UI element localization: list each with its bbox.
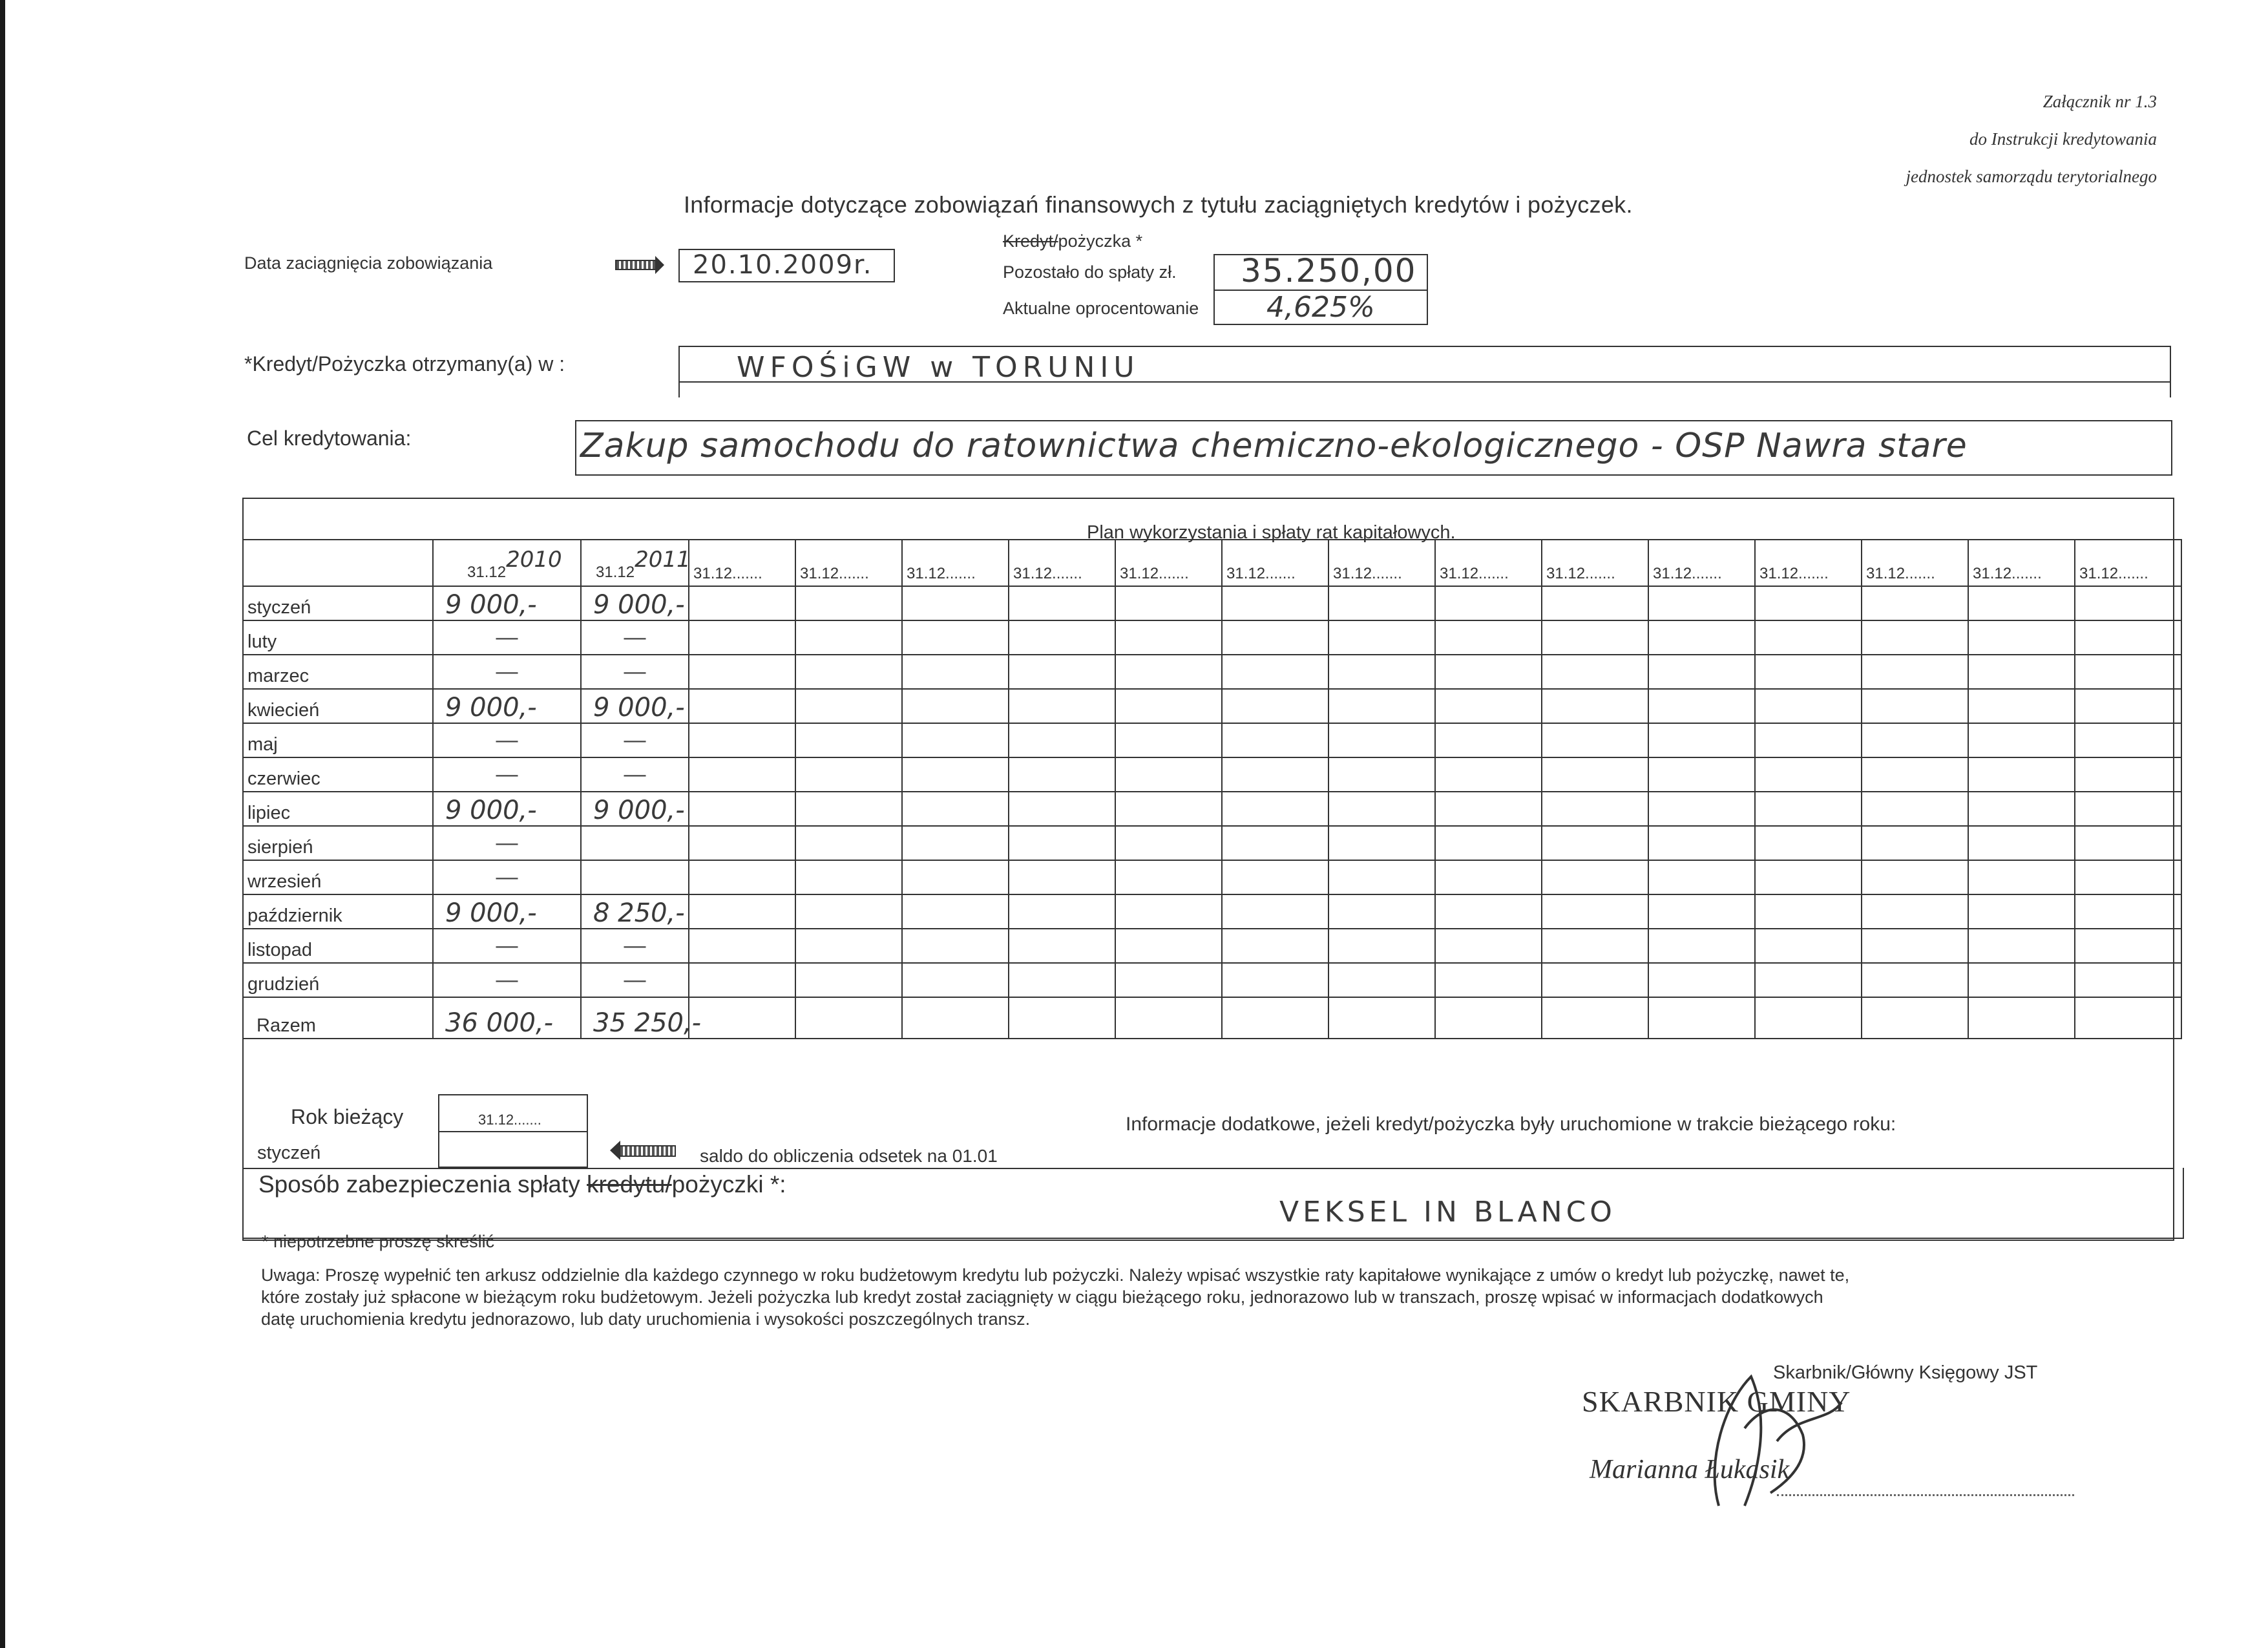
plan-cell-empty[interactable] — [1542, 997, 1648, 1039]
plan-row — [243, 826, 2181, 860]
additional-info-label: Informacje dodatkowe, jeżeli kredyt/pożyczka były uruchomione w trakcie bieżącego roku: — [1126, 1114, 1896, 1135]
plan-cell-empty[interactable] — [689, 894, 795, 929]
col-header-blank: 31.12....... — [1648, 540, 1755, 586]
plan-cell-empty[interactable] — [1115, 655, 1222, 689]
month-label: sierpień — [243, 826, 433, 860]
plan-cell-empty[interactable] — [795, 860, 902, 894]
plan-cell-empty[interactable] — [689, 586, 795, 620]
plan-cell-empty[interactable] — [1009, 997, 1115, 1039]
plan-cell-empty[interactable] — [2075, 929, 2181, 963]
plan-cell-empty[interactable] — [1968, 963, 2075, 997]
plan-cell-empty[interactable] — [1542, 826, 1648, 860]
plan-cell-empty[interactable] — [1009, 929, 1115, 963]
plan-cell-empty[interactable] — [1115, 997, 1222, 1039]
plan-cell-empty[interactable] — [1968, 997, 2075, 1039]
plan-cell-empty[interactable] — [1862, 586, 1968, 620]
plan-cell-2010[interactable]: — — [433, 860, 581, 894]
col-header-blank: 31.12....... — [1968, 540, 2075, 586]
signature-line — [1777, 1494, 2074, 1496]
month-label: czerwiec — [243, 757, 433, 792]
plan-cell-empty[interactable] — [902, 689, 1009, 723]
security-label-struck: kredytu/ — [587, 1171, 672, 1198]
plan-cell-empty[interactable] — [1968, 723, 2075, 757]
plan-cell-empty[interactable] — [1115, 826, 1222, 860]
plan-cell-2010[interactable]: 9 000,- — [433, 894, 581, 929]
plan-cell-empty[interactable] — [1222, 723, 1328, 757]
plan-cell-empty[interactable] — [1755, 792, 1862, 826]
plan-cell-empty[interactable] — [1755, 655, 1862, 689]
plan-cell-empty[interactable] — [689, 997, 795, 1039]
plan-cell-2011[interactable]: — — [581, 723, 689, 757]
date-field[interactable] — [678, 249, 895, 282]
plan-cell-empty[interactable] — [1755, 757, 1862, 792]
plan-cell-empty[interactable] — [1328, 894, 1435, 929]
loan-type-struck: Kredyt/ — [1003, 231, 1058, 251]
handwritten-signature — [1680, 1364, 1848, 1512]
total-2011[interactable]: 35 250,- — [581, 997, 689, 1039]
plan-cell-empty[interactable] — [1328, 620, 1435, 655]
plan-cell-empty[interactable] — [795, 894, 902, 929]
plan-cell-empty[interactable] — [1435, 655, 1542, 689]
rate-value[interactable]: 4,625% — [1266, 291, 1375, 324]
plan-cell-empty[interactable] — [1542, 586, 1648, 620]
plan-cell-empty[interactable] — [1328, 860, 1435, 894]
month-label: marzec — [243, 655, 433, 689]
plan-cell-empty[interactable] — [1755, 929, 1862, 963]
plan-cell-empty[interactable] — [689, 929, 795, 963]
plan-cell-empty[interactable] — [1435, 689, 1542, 723]
plan-cell-empty[interactable] — [1222, 689, 1328, 723]
page-title: Informacje dotyczące zobowiązań finansowych z tytułu zaciągniętych kredytów i pożyczek. — [684, 191, 1633, 218]
col-header-blank: 31.12....... — [1755, 540, 1862, 586]
col-header-2010: 31.122010 — [433, 540, 581, 586]
plan-cell-empty[interactable] — [1648, 723, 1755, 757]
plan-cell-empty[interactable] — [1648, 826, 1755, 860]
annex-note — [1906, 83, 2157, 195]
plan-cell-empty[interactable] — [2075, 655, 2181, 689]
plan-cell-empty[interactable] — [1862, 929, 1968, 963]
plan-cell-empty[interactable] — [1435, 723, 1542, 757]
loan-type-kept: pożyczka * — [1058, 231, 1143, 251]
plan-cell-empty[interactable] — [2075, 689, 2181, 723]
plan-cell-empty[interactable] — [1542, 963, 1648, 997]
total-2010[interactable]: 36 000,- — [433, 997, 581, 1039]
plan-cell-empty[interactable] — [2075, 620, 2181, 655]
plan-cell-empty[interactable] — [1115, 757, 1222, 792]
plan-row — [243, 963, 2181, 997]
plan-cell-empty[interactable] — [1115, 963, 1222, 997]
security-top-line — [242, 1168, 2174, 1169]
plan-cell-empty[interactable] — [689, 860, 795, 894]
plan-cell-empty[interactable] — [1862, 757, 1968, 792]
plan-row — [243, 792, 2181, 826]
plan-cell-empty[interactable] — [1542, 860, 1648, 894]
plan-cell-empty[interactable] — [1755, 723, 1862, 757]
total-label: Razem — [243, 997, 433, 1039]
plan-cell-empty[interactable] — [1009, 757, 1115, 792]
security-label-pre: Sposób zabezpieczenia spłaty — [258, 1171, 587, 1198]
plan-cell-empty[interactable] — [1009, 860, 1115, 894]
plan-caption: Plan wykorzystania i spłaty rat kapitałowych. — [1087, 522, 1456, 543]
plan-cell-empty[interactable] — [1968, 655, 2075, 689]
plan-cell-empty[interactable] — [902, 723, 1009, 757]
stamp-title: SKARBNIK GMINY — [1582, 1385, 1851, 1418]
plan-body — [243, 586, 2181, 1039]
plan-cell-empty[interactable] — [1542, 655, 1648, 689]
plan-cell-empty[interactable] — [902, 757, 1009, 792]
plan-cell-empty[interactable] — [1328, 757, 1435, 792]
col-header-blank: 31.12....... — [1328, 540, 1435, 586]
loan-type — [1003, 231, 1142, 251]
plan-cell-empty[interactable] — [1328, 792, 1435, 826]
plan-row — [243, 860, 2181, 894]
plan-cell-2010[interactable]: — — [433, 757, 581, 792]
plan-cell-empty[interactable] — [2075, 792, 2181, 826]
plan-cell-empty[interactable] — [1862, 689, 1968, 723]
plan-cell-empty[interactable] — [1755, 586, 1862, 620]
month-label: grudzień — [243, 963, 433, 997]
plan-cell-empty[interactable] — [1968, 929, 2075, 963]
plan-cell-empty[interactable] — [1115, 689, 1222, 723]
plan-row — [243, 620, 2181, 655]
plan-cell-empty[interactable] — [1755, 689, 1862, 723]
plan-cell-2010[interactable]: — — [433, 929, 581, 963]
plan-cell-empty[interactable] — [1968, 757, 2075, 792]
month-label: wrzesień — [243, 860, 433, 894]
plan-cell-empty[interactable] — [795, 997, 902, 1039]
plan-cell-empty[interactable] — [689, 792, 795, 826]
plan-cell-empty[interactable] — [2075, 894, 2181, 929]
plan-cell-empty[interactable] — [1648, 655, 1755, 689]
plan-cell-empty[interactable] — [1009, 655, 1115, 689]
plan-cell-empty[interactable] — [1435, 963, 1542, 997]
security-label — [258, 1171, 786, 1198]
plan-row — [243, 586, 2181, 620]
plan-cell-empty[interactable] — [1542, 929, 1648, 963]
plan-cell-empty[interactable] — [1222, 894, 1328, 929]
plan-cell-empty[interactable] — [2075, 586, 2181, 620]
purpose-label: Cel kredytowania: — [247, 427, 412, 450]
plan-cell-empty[interactable] — [1542, 792, 1648, 826]
month-label: październik — [243, 894, 433, 929]
plan-cell-empty[interactable] — [1222, 757, 1328, 792]
plan-cell-empty[interactable] — [1328, 586, 1435, 620]
plan-cell-empty[interactable] — [902, 792, 1009, 826]
corner-cell — [243, 540, 433, 586]
purpose-field[interactable] — [575, 420, 2172, 476]
plan-cell-empty[interactable] — [1328, 689, 1435, 723]
plan-cell-empty[interactable] — [1968, 586, 2075, 620]
plan-cell-empty[interactable] — [1115, 860, 1222, 894]
plan-cell-empty[interactable] — [1755, 826, 1862, 860]
plan-cell-2010[interactable]: 9 000,- — [433, 586, 581, 620]
remaining-value[interactable]: 35.250,00 — [1241, 252, 1417, 290]
plan-row — [243, 723, 2181, 757]
plan-cell-empty[interactable] — [689, 757, 795, 792]
current-year-col: 31.12....... — [478, 1112, 541, 1128]
plan-cell-empty[interactable] — [1009, 586, 1115, 620]
plan-cell-2010[interactable]: — — [433, 620, 581, 655]
plan-cell-empty[interactable] — [1222, 860, 1328, 894]
plan-table — [242, 539, 2182, 1039]
plan-cell-empty[interactable] — [1435, 757, 1542, 792]
plan-cell-empty[interactable] — [2075, 963, 2181, 997]
plan-cell-empty[interactable] — [1862, 894, 1968, 929]
security-value[interactable]: VEKSEL IN BLANCO — [1279, 1196, 1616, 1229]
plan-cell-empty[interactable] — [1009, 689, 1115, 723]
current-year-label: Rok bieżący — [291, 1105, 404, 1128]
plan-cell-empty[interactable] — [1755, 894, 1862, 929]
plan-cell-empty[interactable] — [689, 620, 795, 655]
plan-cell-empty[interactable] — [1328, 997, 1435, 1039]
plan-header-row — [243, 540, 2181, 586]
plan-cell-empty[interactable] — [2075, 997, 2181, 1039]
plan-cell-empty[interactable] — [1009, 620, 1115, 655]
month-label: listopad — [243, 929, 433, 963]
rate-label: Aktualne oprocentowanie — [1003, 299, 1199, 318]
plan-row — [243, 757, 2181, 792]
plan-cell-empty[interactable] — [1435, 894, 1542, 929]
plan-cell-empty[interactable] — [1862, 723, 1968, 757]
plan-cell-empty[interactable] — [1435, 860, 1542, 894]
plan-cell-empty[interactable] — [795, 929, 902, 963]
annex-line-1: Załącznik nr 1.3 — [2042, 92, 2157, 111]
plan-cell-empty[interactable] — [1222, 655, 1328, 689]
plan-cell-empty[interactable] — [1542, 757, 1648, 792]
plan-cell-empty[interactable] — [1009, 792, 1115, 826]
plan-cell-empty[interactable] — [795, 586, 902, 620]
plan-cell-empty[interactable] — [902, 860, 1009, 894]
plan-cell-2010[interactable]: — — [433, 723, 581, 757]
col-header-blank: 31.12....... — [1115, 540, 1222, 586]
plan-cell-empty[interactable] — [2075, 757, 2181, 792]
saldo-label: saldo do obliczenia odsetek na 01.01 — [700, 1146, 998, 1166]
date-label: Data zaciągnięcia zobowiązania — [244, 253, 493, 273]
plan-cell-empty[interactable] — [1115, 586, 1222, 620]
plan-cell-empty[interactable] — [1435, 620, 1542, 655]
plan-cell-empty[interactable] — [1968, 620, 2075, 655]
plan-cell-empty[interactable] — [1435, 586, 1542, 620]
plan-cell-empty[interactable] — [1648, 689, 1755, 723]
uwaga-line-2: które zostały już spłacone w bieżącym roku budżetowym. Jeżeli pożyczka lub kredyt został zaciągnięty w ciągu bieżącego roku, jednorazowo lub w transzach, proszę wpisać w informacjach dodatkowych — [261, 1287, 1823, 1307]
plan-cell-empty[interactable] — [1115, 894, 1222, 929]
col-header-blank: 31.12....... — [1542, 540, 1648, 586]
annex-line-2: do Instrukcji kredytowania — [1969, 129, 2157, 149]
plan-cell-empty[interactable] — [1542, 894, 1648, 929]
plan-cell-2011[interactable]: 9 000,- — [581, 792, 689, 826]
plan-cell-2011[interactable]: 9 000,- — [581, 586, 689, 620]
asterisk-note: * niepotrzebne proszę skreślić — [262, 1232, 495, 1251]
plan-cell-empty[interactable] — [1115, 620, 1222, 655]
plan-cell-empty[interactable] — [689, 689, 795, 723]
plan-cell-empty[interactable] — [1755, 620, 1862, 655]
uwaga-line-3: datę uruchomienia kredytu jednorazowo, lub daty uruchomienia i wysokości poszczególnych transz. — [261, 1309, 1031, 1329]
plan-cell-empty[interactable] — [1222, 586, 1328, 620]
security-label-post: pożyczki *: — [671, 1171, 786, 1198]
plan-cell-empty[interactable] — [1968, 826, 2075, 860]
plan-cell-empty[interactable] — [1862, 826, 1968, 860]
plan-cell-empty[interactable] — [2075, 826, 2181, 860]
plan-cell-empty[interactable] — [1648, 997, 1755, 1039]
plan-cell-empty[interactable] — [1648, 860, 1755, 894]
plan-cell-2011[interactable]: — — [581, 929, 689, 963]
col-header-blank: 31.12....... — [1435, 540, 1542, 586]
plan-cell-empty[interactable] — [1862, 963, 1968, 997]
plan-cell-empty[interactable] — [902, 655, 1009, 689]
plan-cell-empty[interactable] — [1648, 894, 1755, 929]
plan-cell-empty[interactable] — [1435, 929, 1542, 963]
plan-cell-empty[interactable] — [1648, 757, 1755, 792]
col-header-blank: 31.12....... — [902, 540, 1009, 586]
plan-cell-empty[interactable] — [902, 997, 1009, 1039]
plan-cell-empty[interactable] — [1755, 860, 1862, 894]
lender-label: *Kredyt/Pożyczka otrzymany(a) w : — [244, 352, 565, 375]
plan-cell-empty[interactable] — [795, 792, 902, 826]
month-label: styczeń — [243, 586, 433, 620]
plan-cell-empty[interactable] — [1968, 894, 2075, 929]
col-header-blank: 31.12....... — [2075, 540, 2181, 586]
plan-cell-empty[interactable] — [902, 929, 1009, 963]
plan-cell-empty[interactable] — [1648, 792, 1755, 826]
plan-cell-empty[interactable] — [1115, 792, 1222, 826]
uwaga-line-1: Uwaga: Proszę wypełnić ten arkusz oddzielnie dla każdego czynnego w roku budżetowym kredytu lub pożyczki. Należy wpisać wszystkie raty kapitałowe wynikające z umów o kredyt lub pożyczkę, nawet te, — [261, 1265, 1850, 1285]
arrow-left-icon — [620, 1145, 676, 1157]
plan-cell-empty[interactable] — [1542, 620, 1648, 655]
purpose-value: Zakup samochodu do ratownictwa chemiczno-ekologicznego - OSP Nawra stare — [580, 427, 1968, 465]
plan-cell-2011[interactable]: — — [581, 757, 689, 792]
month-label: luty — [243, 620, 433, 655]
plan-cell-empty[interactable] — [1009, 826, 1115, 860]
plan-cell-2011[interactable]: — — [581, 620, 689, 655]
plan-cell-empty[interactable] — [689, 963, 795, 997]
plan-cell-2010[interactable]: — — [433, 963, 581, 997]
plan-cell-empty[interactable] — [1222, 963, 1328, 997]
col-header-2011: 31.122011 — [581, 540, 689, 586]
col-header-blank: 31.12....... — [1009, 540, 1115, 586]
plan-cell-empty[interactable] — [1862, 792, 1968, 826]
plan-cell-empty[interactable] — [1648, 586, 1755, 620]
current-year-divider — [438, 1131, 588, 1132]
plan-cell-empty[interactable] — [795, 620, 902, 655]
plan-cell-empty[interactable] — [795, 963, 902, 997]
plan-cell-empty[interactable] — [1862, 655, 1968, 689]
arrow-right-icon — [615, 260, 655, 270]
annex-line-3: jednostek samorządu terytorialnego — [1906, 167, 2157, 186]
remaining-label: Pozostało do spłaty zł. — [1003, 262, 1177, 282]
plan-cell-2010[interactable]: — — [433, 655, 581, 689]
plan-cell-empty[interactable] — [902, 620, 1009, 655]
col-header-blank: 31.12....... — [795, 540, 902, 586]
plan-cell-empty[interactable] — [795, 723, 902, 757]
stamp-name: Marianna Łukasik — [1590, 1455, 1790, 1484]
plan-cell-empty[interactable] — [1328, 826, 1435, 860]
plan-cell-2011[interactable]: 9 000,- — [581, 689, 689, 723]
plan-total-row — [243, 997, 2181, 1039]
plan-cell-empty[interactable] — [1435, 997, 1542, 1039]
plan-cell-empty[interactable] — [1862, 620, 1968, 655]
plan-cell-empty[interactable] — [1968, 860, 2075, 894]
plan-cell-empty[interactable] — [1755, 963, 1862, 997]
plan-cell-empty[interactable] — [902, 894, 1009, 929]
signature-role: Skarbnik/Główny Księgowy JST — [1773, 1362, 2038, 1383]
plan-cell-empty[interactable] — [1115, 723, 1222, 757]
plan-cell-empty[interactable] — [689, 826, 795, 860]
plan-cell-2010[interactable]: 9 000,- — [433, 689, 581, 723]
plan-cell-empty[interactable] — [1328, 963, 1435, 997]
plan-cell-empty[interactable] — [1222, 997, 1328, 1039]
plan-cell-empty[interactable] — [795, 757, 902, 792]
plan-row — [243, 929, 2181, 963]
plan-cell-empty[interactable] — [2075, 860, 2181, 894]
month-label: maj — [243, 723, 433, 757]
plan-cell-empty[interactable] — [1435, 792, 1542, 826]
plan-cell-empty[interactable] — [1222, 929, 1328, 963]
date-value: 20.10.2009r. — [693, 250, 873, 280]
plan-cell-2010[interactable]: 9 000,- — [433, 792, 581, 826]
current-year-month: styczeń — [257, 1143, 321, 1163]
plan-cell-empty[interactable] — [1968, 792, 2075, 826]
plan-cell-empty[interactable] — [1115, 929, 1222, 963]
plan-cell-empty[interactable] — [902, 826, 1009, 860]
plan-cell-empty[interactable] — [689, 655, 795, 689]
month-label: lipiec — [243, 792, 433, 826]
col-header-blank: 31.12....... — [1862, 540, 1968, 586]
plan-cell-empty[interactable] — [1862, 860, 1968, 894]
plan-cell-2011[interactable] — [581, 860, 689, 894]
plan-cell-empty[interactable] — [1542, 689, 1648, 723]
plan-row — [243, 689, 2181, 723]
col-header-blank: 31.12....... — [689, 540, 795, 586]
plan-cell-empty[interactable] — [1435, 826, 1542, 860]
lender-value: WFOŚiGW w TORUNIU — [737, 351, 1140, 384]
plan-cell-empty[interactable] — [1222, 826, 1328, 860]
plan-cell-2011[interactable]: 8 250,- — [581, 894, 689, 929]
plan-cell-empty[interactable] — [795, 655, 902, 689]
plan-cell-empty[interactable] — [2075, 723, 2181, 757]
month-label: kwiecień — [243, 689, 433, 723]
col-header-blank: 31.12....... — [1222, 540, 1328, 586]
plan-cell-empty[interactable] — [902, 586, 1009, 620]
plan-row — [243, 655, 2181, 689]
plan-cell-2010[interactable]: — — [433, 826, 581, 860]
scan-edge — [0, 0, 5, 1648]
plan-cell-empty[interactable] — [1222, 792, 1328, 826]
plan-cell-empty[interactable] — [1328, 929, 1435, 963]
plan-cell-empty[interactable] — [1009, 963, 1115, 997]
plan-cell-empty[interactable] — [795, 689, 902, 723]
plan-cell-empty[interactable] — [1009, 894, 1115, 929]
plan-cell-empty[interactable] — [795, 826, 902, 860]
plan-cell-empty[interactable] — [1009, 723, 1115, 757]
plan-cell-empty[interactable] — [1222, 620, 1328, 655]
plan-cell-empty[interactable] — [1648, 963, 1755, 997]
plan-cell-empty[interactable] — [1862, 997, 1968, 1039]
plan-row — [243, 894, 2181, 929]
plan-cell-empty[interactable] — [1755, 997, 1862, 1039]
plan-cell-empty[interactable] — [1328, 655, 1435, 689]
plan-cell-empty[interactable] — [1968, 689, 2075, 723]
plan-cell-empty[interactable] — [1648, 620, 1755, 655]
plan-cell-2011[interactable] — [581, 826, 689, 860]
plan-cell-2011[interactable]: — — [581, 655, 689, 689]
plan-cell-empty[interactable] — [1648, 929, 1755, 963]
plan-cell-empty[interactable] — [689, 723, 795, 757]
plan-cell-empty[interactable] — [1542, 723, 1648, 757]
plan-cell-empty[interactable] — [1328, 723, 1435, 757]
plan-cell-2011[interactable]: — — [581, 963, 689, 997]
plan-cell-empty[interactable] — [902, 963, 1009, 997]
